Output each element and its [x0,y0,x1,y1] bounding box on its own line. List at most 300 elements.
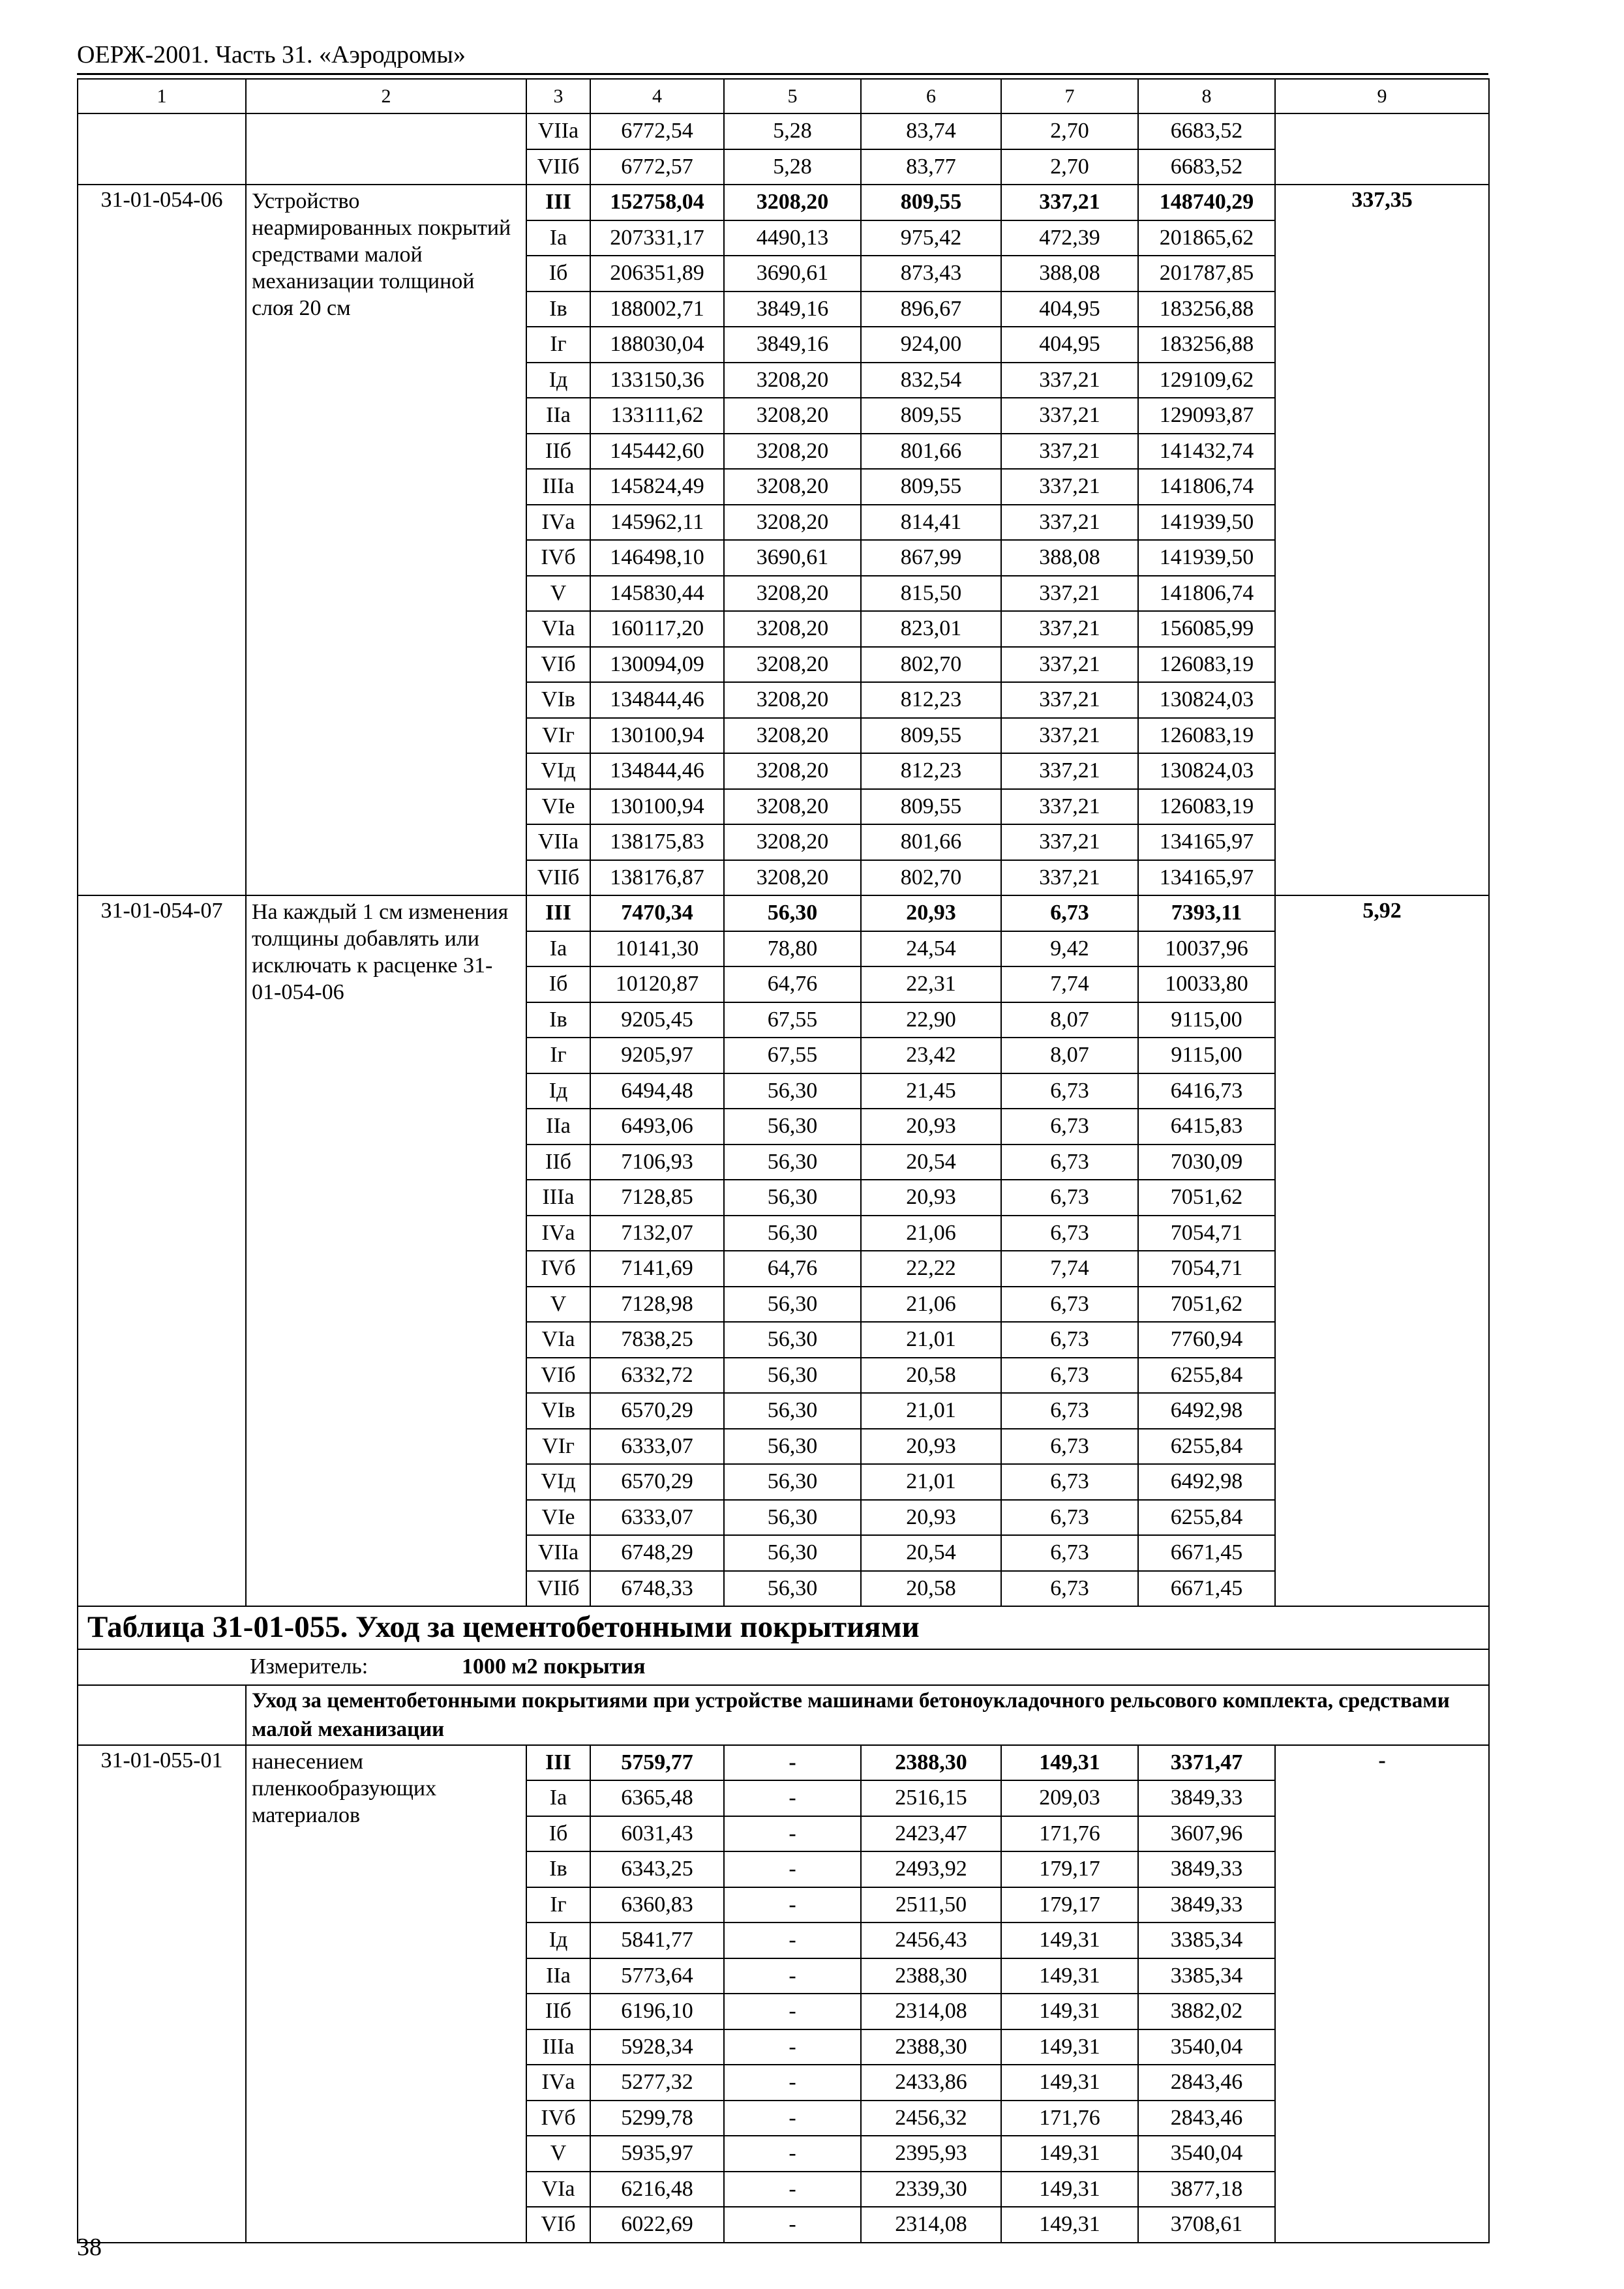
machine-cost-cell: 22,90 [861,1002,1001,1038]
machine-cost-cell: 23,42 [861,1038,1001,1073]
column-number: 7 [1001,79,1138,113]
machine-cost-cell: 2314,08 [861,2207,1001,2243]
machinist-wages-cell: 6,73 [1001,1073,1138,1109]
zone-cell: IIб [526,1144,590,1180]
wages-cell: 56,30 [724,1393,861,1429]
total-cost-cell: 5299,78 [590,2101,724,2136]
machinist-wages-cell: 6,73 [1001,1287,1138,1323]
column-number: 4 [590,79,724,113]
zone-cell: Iд [526,363,590,398]
rate-description: нанесением пленкообразующих материалов [246,1745,526,2243]
total-cost-cell: 6333,07 [590,1429,724,1465]
wages-cell: - [724,2172,861,2207]
machine-cost-cell: 2388,30 [861,1958,1001,1994]
machinist-wages-cell: 6,73 [1001,1500,1138,1536]
machine-cost-cell: 802,70 [861,647,1001,683]
materials-cost-cell: 3540,04 [1138,2029,1275,2065]
zone-cell: V [526,576,590,612]
zone-cell: VIIа [526,1535,590,1571]
wages-cell: 3208,20 [724,789,861,825]
total-cost-cell: 10141,30 [590,931,724,967]
machine-cost-cell: 832,54 [861,363,1001,398]
machine-cost-cell: 2516,15 [861,1780,1001,1816]
zone-cell: V [526,1287,590,1323]
wages-cell: 3208,20 [724,434,861,470]
materials-cost-cell: 3540,04 [1138,2136,1275,2172]
materials-cost-cell: 6255,84 [1138,1429,1275,1465]
machine-cost-cell: 21,01 [861,1322,1001,1358]
machinist-wages-cell: 6,73 [1001,1535,1138,1571]
materials-cost-cell: 6671,45 [1138,1571,1275,1607]
machinist-wages-cell: 209,03 [1001,1780,1138,1816]
machinist-wages-cell: 6,73 [1001,1464,1138,1500]
wages-cell: 3208,20 [724,505,861,541]
total-cost-cell: 145962,11 [590,505,724,541]
wages-cell: 3208,20 [724,185,861,220]
empty-cell [78,113,246,185]
rate-row [78,895,1489,931]
total-cost-cell: 130100,94 [590,718,724,754]
total-cost-cell: 134844,46 [590,753,724,789]
total-cost-cell: 7132,07 [590,1216,724,1251]
machine-cost-cell: 2388,30 [861,1745,1001,1781]
zone-cell: VIг [526,1429,590,1465]
zone-cell: IIб [526,1994,590,2029]
machinist-wages-cell: 337,21 [1001,398,1138,434]
zone-cell: VIа [526,611,590,647]
wages-cell: 56,30 [724,1180,861,1216]
wages-cell: 3208,20 [724,611,861,647]
wages-cell: 3208,20 [724,647,861,683]
machine-cost-cell: 83,74 [861,113,1001,149]
machinist-wages-cell: 337,21 [1001,860,1138,896]
zone-cell: IVа [526,505,590,541]
machine-cost-cell: 801,66 [861,824,1001,860]
materials-cost-cell: 3385,34 [1138,1922,1275,1958]
machinist-wages-cell: 2,70 [1001,113,1138,149]
materials-cost-cell: 129093,87 [1138,398,1275,434]
materials-cost-cell: 6492,98 [1138,1393,1275,1429]
materials-cost-cell: 6416,73 [1138,1073,1275,1109]
total-cost-cell: 10120,87 [590,966,724,1002]
machinist-wages-cell: 8,07 [1001,1002,1138,1038]
total-cost-cell: 134844,46 [590,682,724,718]
total-cost-cell: 130100,94 [590,789,724,825]
rate-code: 31-01-055-01 [78,1745,246,2243]
wages-cell: 56,30 [724,1073,861,1109]
wages-cell: 3208,20 [724,753,861,789]
zone-cell: IIIа [526,2029,590,2065]
zone-cell: Iв [526,1851,590,1887]
zone-cell: IIIа [526,469,590,505]
materials-cost-cell: 7030,09 [1138,1144,1275,1180]
materials-cost-cell: 134165,97 [1138,824,1275,860]
column-number-row [78,79,1489,113]
materials-cost-cell: 3882,02 [1138,1994,1275,2029]
total-cost-cell: 188030,04 [590,327,724,363]
total-cost-cell: 6360,83 [590,1887,724,1923]
zone-cell: Iв [526,1002,590,1038]
total-cost-cell: 145830,44 [590,576,724,612]
zone-cell: IVа [526,2065,590,2101]
machinist-wages-cell: 337,21 [1001,789,1138,825]
materials-cost-cell: 7054,71 [1138,1216,1275,1251]
materials-cost-cell: 3385,34 [1138,1958,1275,1994]
machine-cost-cell: 21,45 [861,1073,1001,1109]
total-cost-cell: 6748,29 [590,1535,724,1571]
zone-cell: IIб [526,434,590,470]
total-cost-cell: 5928,34 [590,2029,724,2065]
wages-cell: 56,30 [724,1109,861,1144]
machinist-wages-cell: 9,42 [1001,931,1138,967]
meter-value: 1000 м2 покрытия [462,1654,646,1679]
wages-cell: - [724,1816,861,1852]
rates-table-body [78,79,1489,2243]
zone-cell: VIIб [526,860,590,896]
header-rule [77,73,1488,75]
total-cost-cell: 146498,10 [590,540,724,576]
total-cost-cell: 7106,93 [590,1144,724,1180]
wages-cell: 56,30 [724,1500,861,1536]
materials-cost-cell: 3371,47 [1138,1745,1275,1781]
zone-cell: VIб [526,2207,590,2243]
machine-cost-cell: 809,55 [861,789,1001,825]
machinist-wages-cell: 472,39 [1001,220,1138,256]
total-cost-cell: 5773,64 [590,1958,724,1994]
total-cost-cell: 130094,09 [590,647,724,683]
machinist-wages-cell: 337,21 [1001,363,1138,398]
page-number: 38 [77,2234,102,2261]
total-cost-cell: 6570,29 [590,1393,724,1429]
total-cost-cell: 152758,04 [590,185,724,220]
zone-cell: IVб [526,1251,590,1287]
total-cost-cell: 133150,36 [590,363,724,398]
materials-cost-cell: 10033,80 [1138,966,1275,1002]
total-cost-cell: 6748,33 [590,1571,724,1607]
wages-cell: - [724,1994,861,2029]
total-cost-cell: 188002,71 [590,292,724,327]
total-cost-cell: 206351,89 [590,256,724,292]
subheading: Уход за цементобетонными покрытиями при устройстве машинами бетоноукладочного рельсового комплекта, средствами малой механизации [246,1685,1489,1745]
machine-cost-cell: 21,01 [861,1393,1001,1429]
meter-row [78,1649,1489,1685]
total-cost-cell: 160117,20 [590,611,724,647]
rate-code: 31-01-054-07 [78,895,246,1606]
materials-cost-cell: 141806,74 [1138,469,1275,505]
rate-description: На каждый 1 см изменения толщины добавлять или исключать к расценке 31-01-054-06 [246,895,526,1606]
machinist-wages-cell: 337,21 [1001,505,1138,541]
zone-cell: IVб [526,540,590,576]
column-number: 1 [78,79,246,113]
materials-cost-cell: 7760,94 [1138,1322,1275,1358]
wages-cell: 3208,20 [724,576,861,612]
machinist-wages-cell: 6,73 [1001,1393,1138,1429]
machine-cost-cell: 975,42 [861,220,1001,256]
materials-cost-cell: 126083,19 [1138,647,1275,683]
total-cost-cell: 5277,32 [590,2065,724,2101]
machine-cost-cell: 823,01 [861,611,1001,647]
total-cost-cell: 207331,17 [590,220,724,256]
wages-cell: - [724,1745,861,1781]
materials-cost-cell: 6255,84 [1138,1500,1275,1536]
zone-cell: Iа [526,931,590,967]
machinist-wages-cell: 6,73 [1001,1358,1138,1394]
zone-cell: VIв [526,682,590,718]
materials-cost-cell: 3708,61 [1138,2207,1275,2243]
machinist-wages-cell: 8,07 [1001,1038,1138,1073]
machinist-wages-cell: 337,21 [1001,185,1138,220]
total-cost-cell: 9205,45 [590,1002,724,1038]
total-cost-cell: 6333,07 [590,1500,724,1536]
machinist-wages-cell: 337,21 [1001,682,1138,718]
machine-cost-cell: 809,55 [861,469,1001,505]
zone-cell: Iг [526,327,590,363]
wages-cell: - [724,2065,861,2101]
zone-cell: IIа [526,398,590,434]
materials-cost-cell: 7051,62 [1138,1180,1275,1216]
machinist-wages-cell: 388,08 [1001,256,1138,292]
materials-cost-cell: 3849,33 [1138,1780,1275,1816]
wages-cell: 3208,20 [724,682,861,718]
materials-cost-cell: 130824,03 [1138,682,1275,718]
wages-cell: 3208,20 [724,860,861,896]
wages-cell: - [724,1780,861,1816]
total-cost-cell: 145442,60 [590,434,724,470]
machinist-wages-cell: 404,95 [1001,327,1138,363]
column-number: 3 [526,79,590,113]
materials-cost-cell: 201787,85 [1138,256,1275,292]
machine-cost-cell: 20,93 [861,1109,1001,1144]
total-cost-cell: 6332,72 [590,1358,724,1394]
zone-cell: VIд [526,753,590,789]
materials-cost-cell: 130824,03 [1138,753,1275,789]
machine-cost-cell: 20,93 [861,1500,1001,1536]
wages-cell: - [724,1887,861,1923]
zone-cell: Iд [526,1922,590,1958]
machinist-wages-cell: 337,21 [1001,753,1138,789]
machinist-wages-cell: 149,31 [1001,2029,1138,2065]
machinist-wages-cell: 404,95 [1001,292,1138,327]
total-cost-cell: 5759,77 [590,1745,724,1781]
materials-cost-cell: 7051,62 [1138,1287,1275,1323]
zone-cell: VIIа [526,113,590,149]
zone-cell: Iб [526,966,590,1002]
materials-cost-cell: 126083,19 [1138,789,1275,825]
materials-cost-cell: 3849,33 [1138,1851,1275,1887]
machinist-wages-cell: 171,76 [1001,2101,1138,2136]
machinist-wages-cell: 337,21 [1001,647,1138,683]
machine-cost-cell: 2433,86 [861,2065,1001,2101]
machine-cost-cell: 2388,30 [861,2029,1001,2065]
total-cost-cell: 7470,34 [590,895,724,931]
wages-cell: 64,76 [724,1251,861,1287]
machine-cost-cell: 21,06 [861,1287,1001,1323]
total-cost-cell: 6022,69 [590,2207,724,2243]
wages-cell: 3690,61 [724,540,861,576]
machinist-wages-cell: 337,21 [1001,611,1138,647]
total-cost-cell: 6493,06 [590,1109,724,1144]
machine-cost-cell: 814,41 [861,505,1001,541]
machine-cost-cell: 20,54 [861,1144,1001,1180]
total-cost-cell: 5935,97 [590,2136,724,2172]
machinist-wages-cell: 149,31 [1001,2065,1138,2101]
machine-cost-cell: 809,55 [861,185,1001,220]
machine-cost-cell: 20,58 [861,1571,1001,1607]
materials-cost-cell: 134165,97 [1138,860,1275,896]
materials-cost-cell: 141939,50 [1138,505,1275,541]
subheading-row [78,1685,1489,1745]
table-title: Таблица 31-01-055. Уход за цементобетонными покрытиями [78,1606,1489,1649]
total-cost-cell: 7128,85 [590,1180,724,1216]
zone-cell: III [526,185,590,220]
zone-cell: VIе [526,1500,590,1536]
table-title-row [78,1606,1489,1649]
machinist-wages-cell: 6,73 [1001,1571,1138,1607]
zone-cell: Iг [526,1887,590,1923]
wages-cell: 3208,20 [724,363,861,398]
wages-cell: 56,30 [724,1464,861,1500]
zone-cell: VIб [526,647,590,683]
machine-cost-cell: 815,50 [861,576,1001,612]
zone-cell: VIе [526,789,590,825]
machine-cost-cell: 2395,93 [861,2136,1001,2172]
materials-cost-cell: 6683,52 [1138,149,1275,185]
wages-cell: 56,30 [724,1535,861,1571]
materials-cost-cell: 141432,74 [1138,434,1275,470]
page-header-title: ОЕРЖ-2001. Часть 31. «Аэродромы» [77,41,466,68]
total-cost-cell: 6365,48 [590,1780,724,1816]
meter-label: Измеритель: [250,1654,368,1679]
rate-row [78,1745,1489,1781]
machine-cost-cell: 2314,08 [861,1994,1001,2029]
materials-cost-cell: 3877,18 [1138,2172,1275,2207]
zone-cell: VIIа [526,824,590,860]
zone-cell: VIа [526,2172,590,2207]
machine-cost-cell: 21,06 [861,1216,1001,1251]
machine-cost-cell: 812,23 [861,753,1001,789]
zone-cell: Iв [526,292,590,327]
column-number: 6 [861,79,1001,113]
wages-cell: 3849,16 [724,292,861,327]
resource-value: - [1275,1745,1489,2243]
wages-cell: - [724,2136,861,2172]
zone-cell: Iд [526,1073,590,1109]
machinist-wages-cell: 337,21 [1001,434,1138,470]
machinist-wages-cell: 149,31 [1001,2172,1138,2207]
materials-cost-cell: 2843,46 [1138,2065,1275,2101]
wages-cell: 5,28 [724,113,861,149]
wages-cell: 56,30 [724,1322,861,1358]
wages-cell: 56,30 [724,1144,861,1180]
wages-cell: 56,30 [724,1571,861,1607]
machinist-wages-cell: 171,76 [1001,1816,1138,1852]
total-cost-cell: 5841,77 [590,1922,724,1958]
machine-cost-cell: 896,67 [861,292,1001,327]
wages-cell: 3849,16 [724,327,861,363]
total-cost-cell: 6570,29 [590,1464,724,1500]
total-cost-cell: 6343,25 [590,1851,724,1887]
materials-cost-cell: 148740,29 [1138,185,1275,220]
zone-cell: IVа [526,1216,590,1251]
machine-cost-cell: 812,23 [861,682,1001,718]
column-number: 5 [724,79,861,113]
machine-cost-cell: 801,66 [861,434,1001,470]
total-cost-cell: 138176,87 [590,860,724,896]
zone-cell: Iб [526,256,590,292]
machine-cost-cell: 2339,30 [861,2172,1001,2207]
wages-cell: - [724,1922,861,1958]
machinist-wages-cell: 149,31 [1001,1994,1138,2029]
materials-cost-cell: 9115,00 [1138,1002,1275,1038]
machinist-wages-cell: 149,31 [1001,2136,1138,2172]
rate-description: Устройство неармированных покрытий средствами малой механизации толщиной слоя 20 см [246,185,526,895]
total-cost-cell: 6031,43 [590,1816,724,1852]
machinist-wages-cell: 388,08 [1001,540,1138,576]
materials-cost-cell: 141806,74 [1138,576,1275,612]
zone-cell: III [526,895,590,931]
zone-cell: VIг [526,718,590,754]
total-cost-cell: 6494,48 [590,1073,724,1109]
rate-row [78,113,1489,149]
machine-cost-cell: 2493,92 [861,1851,1001,1887]
wages-cell: 3208,20 [724,469,861,505]
machine-cost-cell: 873,43 [861,256,1001,292]
wages-cell: - [724,1851,861,1887]
column-number: 9 [1275,79,1489,113]
zone-cell: Iб [526,1816,590,1852]
wages-cell: 56,30 [724,895,861,931]
machinist-wages-cell: 337,21 [1001,718,1138,754]
materials-cost-cell: 126083,19 [1138,718,1275,754]
materials-cost-cell: 2843,46 [1138,2101,1275,2136]
machine-cost-cell: 20,54 [861,1535,1001,1571]
machinist-wages-cell: 6,73 [1001,1322,1138,1358]
machine-cost-cell: 2423,47 [861,1816,1001,1852]
machinist-wages-cell: 6,73 [1001,1180,1138,1216]
machine-cost-cell: 809,55 [861,398,1001,434]
machinist-wages-cell: 7,74 [1001,1251,1138,1287]
machine-cost-cell: 2456,43 [861,1922,1001,1958]
machinist-wages-cell: 337,21 [1001,576,1138,612]
wages-cell: - [724,2101,861,2136]
machine-cost-cell: 924,00 [861,327,1001,363]
rate-row [78,185,1489,220]
machine-cost-cell: 2456,32 [861,2101,1001,2136]
meter-cell [78,1649,1489,1685]
materials-cost-cell: 7054,71 [1138,1251,1275,1287]
wages-cell: - [724,1958,861,1994]
zone-cell: IIIа [526,1180,590,1216]
total-cost-cell: 145824,49 [590,469,724,505]
rates-table [77,78,1490,2243]
wages-cell: 56,30 [724,1429,861,1465]
machinist-wages-cell: 6,73 [1001,1429,1138,1465]
zone-cell: VIд [526,1464,590,1500]
materials-cost-cell: 7393,11 [1138,895,1275,931]
materials-cost-cell: 6415,83 [1138,1109,1275,1144]
machine-cost-cell: 21,01 [861,1464,1001,1500]
machine-cost-cell: 24,54 [861,931,1001,967]
machinist-wages-cell: 149,31 [1001,2207,1138,2243]
machine-cost-cell: 809,55 [861,718,1001,754]
wages-cell: 3208,20 [724,398,861,434]
machinist-wages-cell: 6,73 [1001,895,1138,931]
machinist-wages-cell: 6,73 [1001,1216,1138,1251]
machine-cost-cell: 22,31 [861,966,1001,1002]
materials-cost-cell: 6671,45 [1138,1535,1275,1571]
wages-cell: 3208,20 [724,718,861,754]
wages-cell: 56,30 [724,1216,861,1251]
